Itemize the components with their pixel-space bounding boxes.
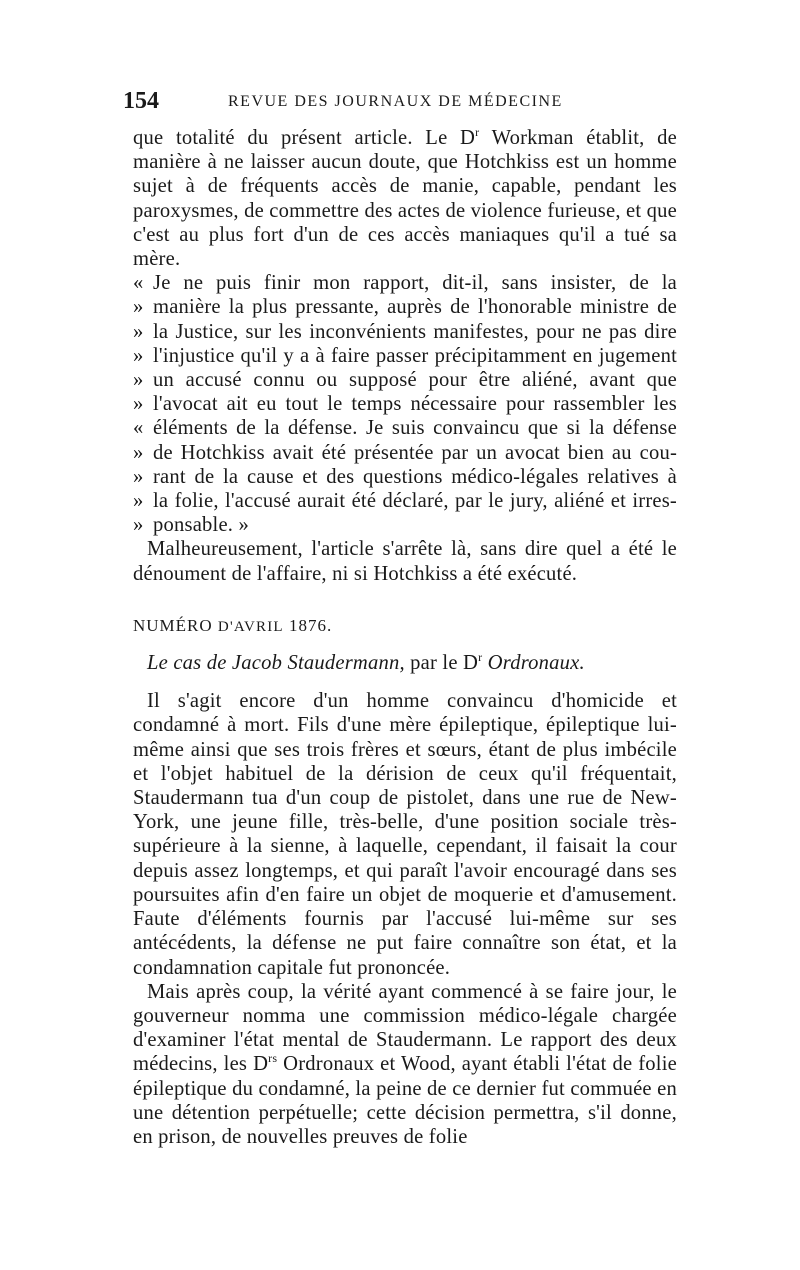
quote-line [133, 295, 677, 319]
block-quote [133, 271, 677, 537]
superscript: r [475, 125, 480, 140]
quote-line [133, 513, 677, 537]
quote-text: de Hotchkiss avait été présentée par un avocat bien au cou- [153, 441, 677, 464]
quote-line [133, 392, 677, 416]
quote-text: la Justice, sur les inconvénients manifestes, pour ne pas dire [153, 320, 677, 343]
article-title-author: Ordronaux. [487, 652, 585, 675]
article-title-part: par le D [404, 652, 479, 675]
section-heading [133, 614, 677, 639]
page-header [123, 88, 678, 120]
paragraph-text: Ordronaux et Wood, ayant établi l'état de folie épileptique du condamné, la peine de ce dernier fut commuée en une détention perpétuelle; cette décision permettra, s'il donne, en prison, de nouvelles preuves de folie [133, 1053, 677, 1148]
page-number: 154 [123, 88, 159, 114]
paragraph-text: Mais après coup, la vérité ayant commencé à se faire jour, le gouverneur nomma une commission médico-légale chargée d'examiner l'état mental de Staudermann. Le rapport des deux médecins, les D [133, 980, 677, 1076]
article-title [133, 651, 677, 675]
quote-mark: « [133, 272, 144, 295]
quote-mark: » [133, 393, 144, 416]
paragraph: Malheureusement, l'article s'arrête là, sans dire quel a été le dénoument de l'affaire, ni si Hotchkiss a été exécuté. [133, 538, 677, 585]
quote-text: Je ne puis finir mon rapport, dit-il, sans insister, de la [153, 272, 677, 295]
paragraph-text: Workman établit, de manière à ne laisser aucun doute, que Hotchkiss est un homme sujet à de fréquents accès de manie, capable, pendant les paroxysmes, de commettre des actes de violence furieuse, et que c'est au plus fort d'un de ces accès maniaques qu'il a tué sa mère. [133, 127, 677, 271]
superscript: rs [268, 1051, 278, 1066]
quote-mark: » [133, 441, 144, 464]
quote-line [133, 441, 677, 465]
quote-line [133, 320, 677, 344]
quote-mark: » [133, 514, 144, 537]
quote-text: un accusé connu ou supposé pour être aliéné, avant que [153, 369, 677, 392]
section-year: 1876. [289, 615, 333, 635]
quote-text: la folie, l'accusé aurait été déclaré, par le jury, aliéné et irres- [153, 490, 677, 513]
quote-mark: » [133, 465, 144, 488]
quote-line [133, 465, 677, 489]
quote-mark: » [133, 344, 144, 367]
quote-mark: » [133, 320, 144, 343]
paragraph-text: que totalité du présent article. Le D [133, 127, 476, 149]
quote-mark: » [133, 296, 144, 319]
running-title: REVUE DES JOURNAUX DE MÉDECINE [228, 93, 563, 110]
quote-text: rant de la cause et des questions médico-légales relatives à [153, 465, 677, 488]
quote-line [133, 344, 677, 368]
section-label-small: D'AVRIL [217, 618, 284, 635]
quote-text: éléments de la défense. Je suis convaincu que si la défense [153, 417, 677, 440]
quote-text: l'injustice qu'il y a à faire passer précipitamment en jugement [153, 344, 677, 367]
paragraph [133, 980, 677, 1149]
paragraph: Il s'agit encore d'un homme convaincu d'homicide et condamné à mort. Fils d'une mère épileptique, épileptique lui-même ainsi que ses trois frères et sœurs, étant de plus imbécile et l'objet habituel de la dérision de ceux qu'il fréquentait, Staudermann tua d'un coup de pistolet, dans une rue de New-York, une jeune fille, très-belle, d'une position sociale très-supérieure à la sienne, à laquelle, cependant, il faisait la cour depuis assez longtemps, et qui paraît l'avoir encouragé dans ses poursuites afin d'en faire un objet de moquerie et d'amusement. Faute d'éléments fournis par l'accusé lui-même sur ses antécédents, la défense ne put faire connaître son état, et la condamnation capitale fut prononcée. [133, 690, 677, 979]
quote-text: ponsable. » [153, 514, 249, 537]
quote-line [133, 489, 677, 513]
quote-mark: » [133, 369, 144, 392]
superscript: r [478, 650, 483, 665]
quote-line [133, 416, 677, 440]
quote-line [133, 368, 677, 392]
quote-text: manière la plus pressante, auprès de l'honorable ministre de [153, 296, 677, 319]
quote-mark: » [133, 490, 144, 513]
quote-line [133, 271, 677, 295]
paragraph-continuation [133, 126, 677, 271]
section-label: NUMÉRO [133, 615, 213, 635]
quote-mark: « [133, 417, 144, 440]
quote-text: l'avocat ait eu tout le temps nécessaire pour rassembler les [153, 393, 677, 416]
page-body [133, 126, 677, 1149]
article-title-part: Le cas de Jacob Staudermann, [147, 652, 405, 675]
